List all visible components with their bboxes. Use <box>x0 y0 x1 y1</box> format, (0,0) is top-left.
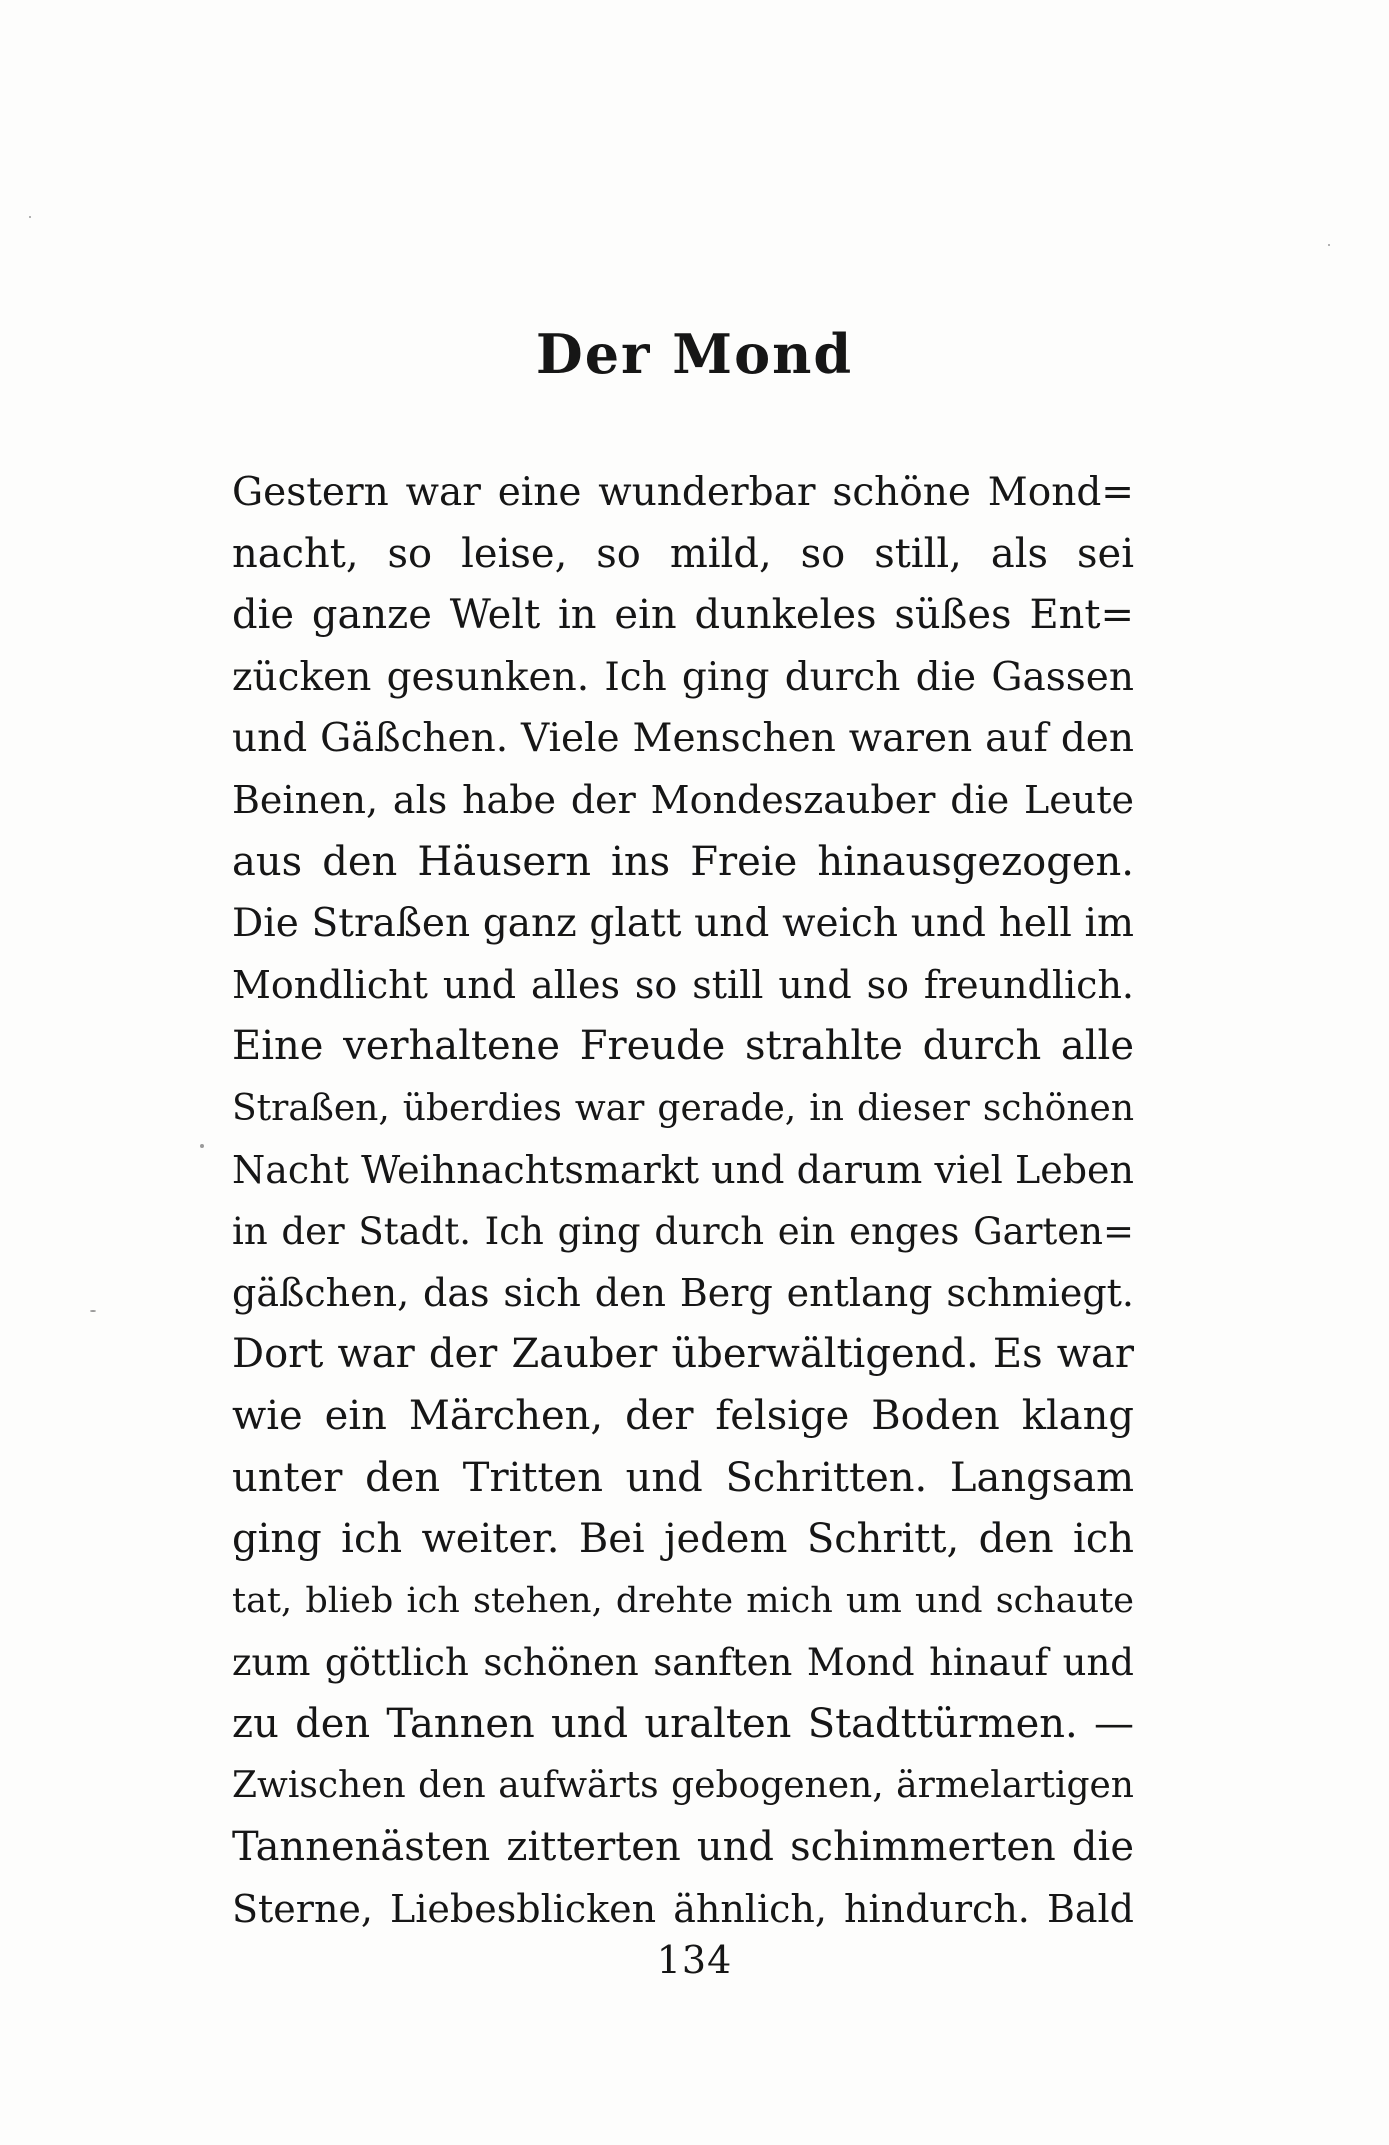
text-line: Dort war der Zauber überwältigend. Es war <box>232 1331 1134 1378</box>
text-line: in der Stadt. Ich ging durch ein enges Garten= <box>232 1210 1134 1254</box>
text-line: Zwischen den aufwärts gebogenen, ärmelartigen <box>232 1765 1134 1807</box>
text-line: nacht, so leise, so mild, so still, als sei <box>232 530 1134 577</box>
text-line: Tannenästen zitterten und schimmerten die <box>232 1824 1134 1871</box>
text-line: zücken gesunken. Ich ging durch die Gassen <box>232 654 1134 700</box>
text-line: Eine verhaltene Freude strahlte durch alle <box>232 1023 1134 1070</box>
text-line: Mondlicht und alles so still und so freundlich. <box>232 962 1134 1007</box>
text-line: Nacht Weihnachtsmarkt und darum viel Leben <box>232 1147 1134 1192</box>
text-line: zum göttlich schönen sanften Mond hinauf und <box>232 1641 1134 1685</box>
text-line: Gestern war eine wunderbar schöne Mond= <box>232 470 1134 515</box>
page-number: 134 <box>656 1938 733 1982</box>
text-line: und Gäßchen. Viele Menschen waren auf den <box>232 716 1134 762</box>
text-line: ging ich weiter. Bei jedem Schritt, den ich <box>232 1516 1134 1563</box>
chapter-title: Der Mond <box>535 322 854 386</box>
text-line: Sterne, Liebesblicken ähnlich, hindurch. Bald <box>232 1886 1134 1931</box>
text-line: tat, blieb ich stehen, drehte mich um und schaute <box>232 1580 1134 1621</box>
text-line: Beinen, als habe der Mondeszauber die Leute <box>232 777 1134 822</box>
text-line: die ganze Welt in ein dunkeles süßes Ent= <box>232 592 1134 639</box>
text-line: wie ein Märchen, der felsige Boden klang <box>232 1392 1134 1439</box>
body-text <box>232 462 1134 1940</box>
text-line: gäßchen, das sich den Berg entlang schmiegt. <box>232 1270 1134 1315</box>
text-line: zu den Tannen und uralten Stadttürmen. — <box>232 1700 1134 1747</box>
scan-speck <box>1328 244 1330 246</box>
text-line: unter den Tritten und Schritten. Langsam <box>232 1454 1134 1501</box>
scan-speck <box>200 1144 204 1148</box>
text-line: aus den Häusern ins Freie hinausgezogen. <box>232 838 1134 885</box>
text-line: Die Straßen ganz glatt und weich und hell im <box>232 901 1134 947</box>
text-line: Straßen, überdies war gerade, in dieser schönen <box>232 1087 1134 1129</box>
scan-speck <box>90 1310 96 1312</box>
scan-speck <box>29 216 31 218</box>
